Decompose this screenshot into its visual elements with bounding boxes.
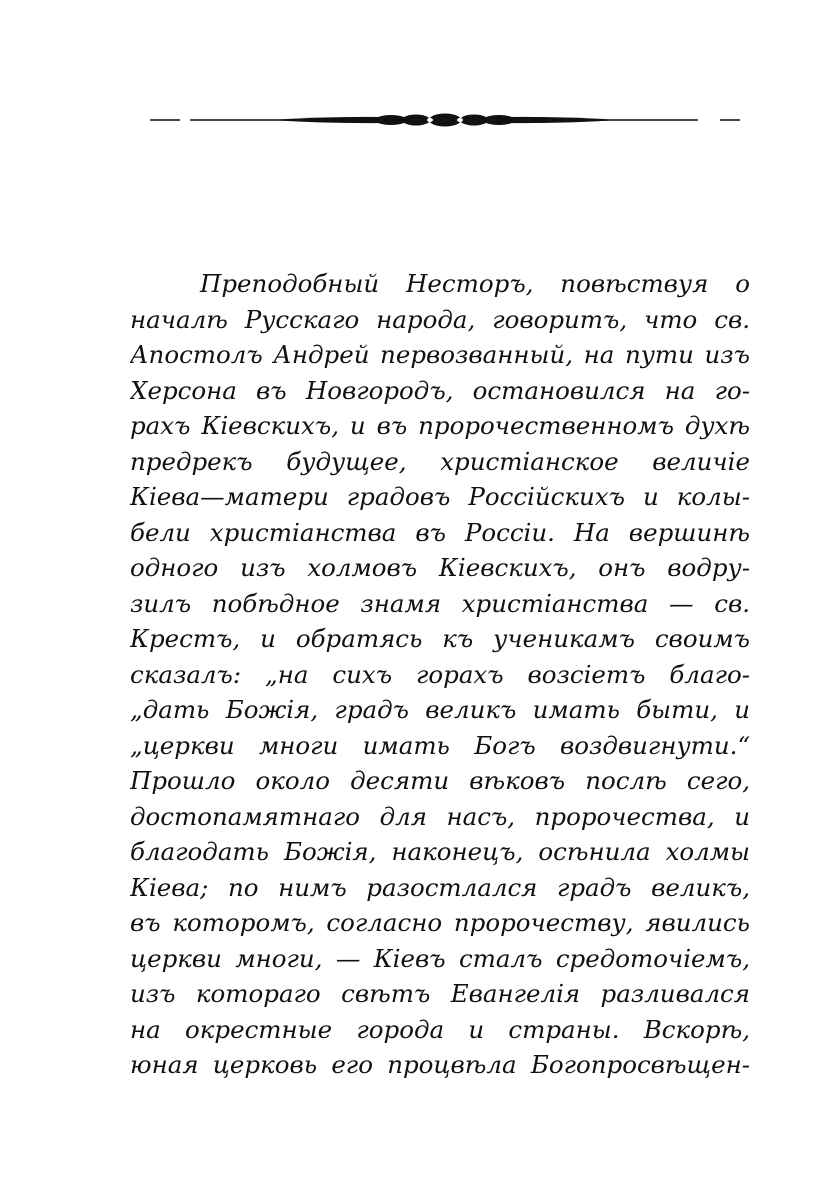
text-line: бели христіанства въ Россіи. На вершинѣ (130, 517, 750, 547)
text-line: достопамятнаго для насъ, пророчества, и (130, 801, 750, 831)
text-line: зилъ побѣдное знамя христіанства — св. (130, 588, 750, 618)
text-line: Преподобный Несторъ, повѣствуя о (200, 269, 750, 298)
text-line: рахъ Кіевскихъ, и въ пророчественномъ духѣ (130, 411, 750, 440)
text-line: Кіева; по нимъ разостлался градъ великъ, (130, 872, 750, 902)
text-line: Крестъ, и обратясь къ ученикамъ своимъ (130, 624, 750, 653)
text-line: Прошло около десяти вѣковъ послѣ сего, (130, 766, 750, 795)
text-line: изъ котораго свѣтъ Евангелія разливался (130, 979, 750, 1008)
text-line: на окрестные города и страны. Вскорѣ, (130, 1014, 750, 1044)
body-paragraph (130, 266, 750, 1083)
text-line: Херсона въ Новгородъ, остановился на го- (130, 375, 750, 405)
text-line: сказалъ: „на сихъ горахъ возсіетъ благо- (130, 659, 750, 689)
text-line: Кіева—матери градовъ Россійскихъ и колы- (130, 482, 750, 511)
text-line: церкви многи, — Кіевъ сталъ средоточіемъ, (130, 943, 750, 973)
text-line: началѣ Русскаго народа, говоритъ, что св. (130, 304, 750, 334)
ornamental-divider-icon (150, 108, 740, 132)
text-line: Апостолъ Андрей первозванный, на пути изъ (130, 340, 750, 369)
text-line: одного изъ холмовъ Кіевскихъ, онъ водру- (130, 553, 750, 582)
text-line: благодать Божія, наконецъ, осѣнила холмы (130, 837, 750, 866)
text-line: „дать Божія, градъ великъ имать быти, и (130, 695, 750, 724)
text-line: юная церковь его процвѣла Богопросвѣщен- (130, 1050, 750, 1079)
text-line: въ которомъ, согласно пророчеству, явились (130, 908, 750, 937)
text-line: предрекъ будущее, христіанское величіе (130, 446, 750, 476)
text-line: „церкви многи имать Богъ воздвигнути.“ (130, 730, 750, 760)
